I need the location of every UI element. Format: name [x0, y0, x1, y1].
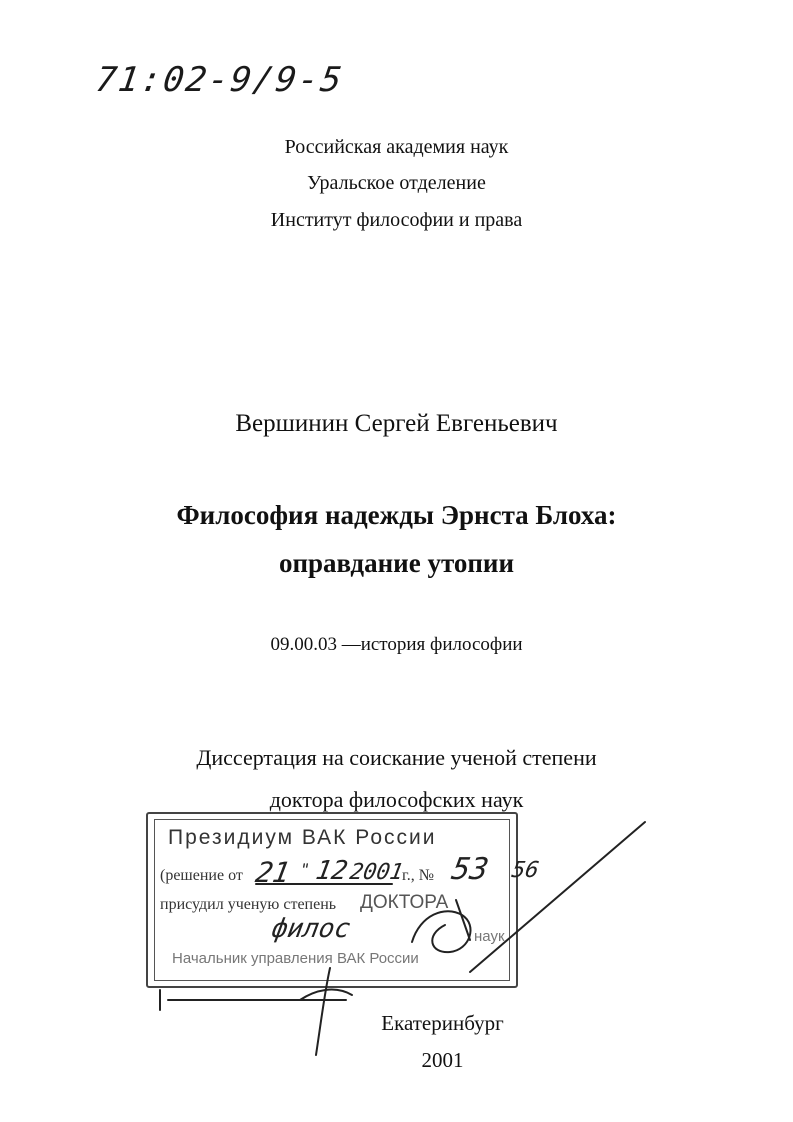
- dissertation-title-line2: оправдание утопии: [278, 548, 515, 578]
- author-name: Вершинин Сергей Евгеньевич: [235, 410, 558, 437]
- stamp-sciences-suffix: наук: [474, 928, 505, 945]
- stamp-year-suffix: г., №: [402, 867, 435, 884]
- specialty-code: 09.00.03 —история философии: [270, 634, 523, 655]
- stamp-decision-month: 12: [313, 856, 350, 886]
- stamp-field-handwritten: филос: [269, 914, 353, 944]
- stamp-degree-word: ДОКТОРА: [360, 892, 449, 913]
- degree-line1: Диссертация на соискание ученой степени: [196, 745, 597, 770]
- institution-academy: Российская академия наук: [284, 136, 509, 158]
- stamp-decision-prefix: (решение от: [160, 867, 243, 884]
- stamp-decision-day: 21: [253, 856, 293, 889]
- dissertation-title-line1: Философия надежды Эрнста Блоха:: [176, 500, 617, 530]
- publication-year: 2001: [421, 1048, 464, 1072]
- stamp-awarded-text: присудил ученую степень: [160, 896, 337, 913]
- stamp-decision-number-suffix: 56: [509, 858, 541, 883]
- institution-institute: Институт философии и права: [270, 209, 523, 231]
- stamp-decision-number: 53: [448, 852, 492, 887]
- stamp-chief-text: Начальник управления ВАК России: [172, 950, 419, 967]
- stamp-heading: Президиум ВАК России: [168, 826, 437, 849]
- institution-branch: Уральское отделение: [307, 172, 486, 194]
- stamp-decision-year: 2001: [347, 860, 406, 885]
- city: Екатеринбург: [381, 1011, 504, 1035]
- degree-line2: доктора философских наук: [269, 787, 524, 812]
- archive-code-handwritten: 71:02-9/9-5: [93, 60, 346, 100]
